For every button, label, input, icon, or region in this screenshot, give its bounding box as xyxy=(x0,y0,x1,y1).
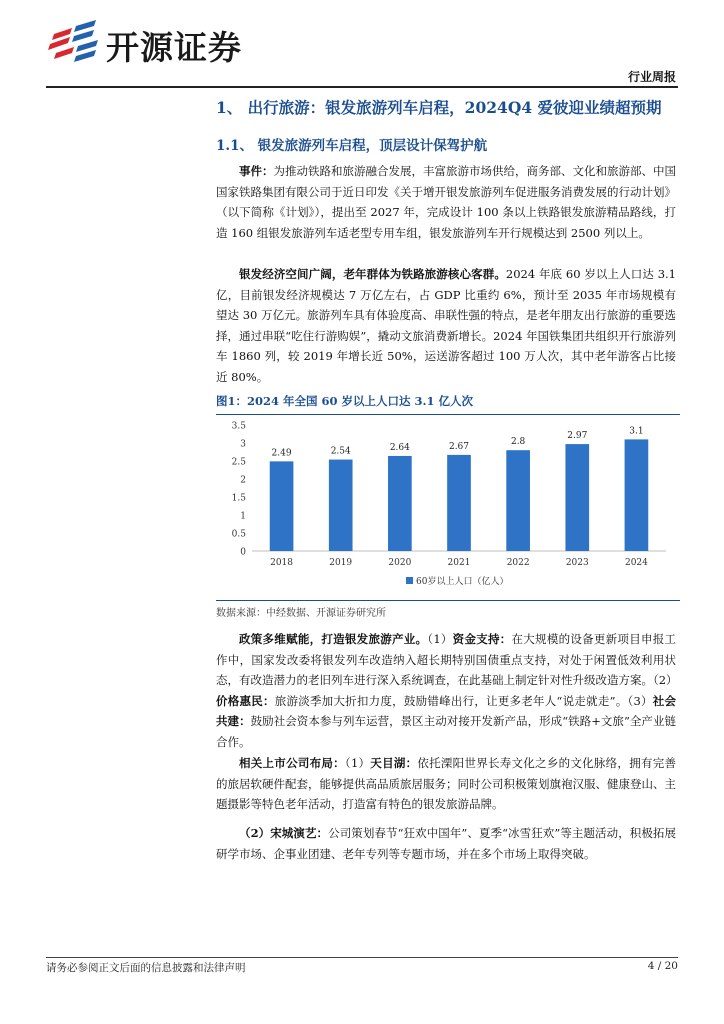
bar xyxy=(329,460,353,551)
bar-value-label: 2.64 xyxy=(389,442,410,453)
figure-source: 数据来源：中经数据、开源证券研究所 xyxy=(216,608,386,619)
legend-swatch xyxy=(406,577,413,584)
lead-text: 银发经济空间广阔，老年群体为铁路旅游核心客群。 xyxy=(239,267,506,281)
bar xyxy=(270,461,294,551)
body-text: 鼓励社会资本参与列车运营，景区主动对接开发新产品，形成“铁路+文旅”全产业链合作。 xyxy=(216,714,677,749)
bold-term: 资金支持： xyxy=(452,632,512,646)
bar xyxy=(565,444,589,551)
bar xyxy=(388,456,412,551)
y-tick-label: 3.5 xyxy=(231,421,246,432)
bar xyxy=(447,455,471,551)
x-tick-label: 2018 xyxy=(270,558,294,568)
lead-text: 事件： xyxy=(239,164,274,178)
section-tag: 行业周报 xyxy=(627,70,676,84)
body-text: 2024 年底 60 岁以上人口达 3.1 亿，目前银发经济规模达 7 万亿左右，占 GDP 比重约 6%，预计至 2035 年市场规模有望达 30 万亿元。旅游列车具有体验度高、串联性强的特点，是老年朋友出行旅游的重要选择，通过串联“吃住行游购娱”，撬动文旅消费新增长。2024 年国铁集团共组织开行旅游列车 1860 列，较 2019 年增长近 50%，运送游客超过 100 万人次，其中老年游客占比接近 80%。 xyxy=(216,267,676,384)
x-tick-label: 2024 xyxy=(624,558,648,568)
body-text: 旅游淡季加大折扣力度，鼓励错峰出行，让更多老年人“说走就走”。（3） xyxy=(274,693,653,708)
logo-text: 开源证券 xyxy=(106,28,242,67)
x-tick-label: 2022 xyxy=(506,558,530,568)
bar xyxy=(506,450,530,551)
x-tick-label: 2021 xyxy=(447,558,471,568)
header-divider xyxy=(46,86,678,88)
bar-value-label: 2.54 xyxy=(330,446,351,457)
bold-term: 价格惠民： xyxy=(216,693,275,708)
bold-term: 天目湖： xyxy=(370,756,418,770)
x-tick-label: 2020 xyxy=(388,558,412,568)
bar-value-label: 2.49 xyxy=(271,448,292,459)
x-tick-label: 2019 xyxy=(329,558,353,568)
y-tick-label: 1.5 xyxy=(231,493,246,504)
y-tick-label: 0.5 xyxy=(231,529,246,540)
body-text: （1） xyxy=(344,756,371,770)
y-tick-label: 3 xyxy=(240,439,246,450)
legend-label: 60岁以上人口（亿人） xyxy=(416,577,509,587)
bar xyxy=(625,439,649,551)
figure-title: 图1：2024 年全国 60 岁以上人口达 3.1 亿人次 xyxy=(216,394,474,408)
figure-bottom-rule xyxy=(216,600,680,601)
body-text: 依托溧阳世界长寿文化之乡的文化脉络，拥有完善的旅居软硬件配套，能够提供高品质旅居服务；同时公司积极策划旗袍汉服、健康登山、主题摄影等特色老年活动，打造富有特色的银发旅游品牌。 xyxy=(216,756,677,811)
footer-divider xyxy=(46,957,678,958)
bar-value-label: 2.8 xyxy=(510,437,526,448)
bold-term: （2）宋城演艺： xyxy=(239,826,329,840)
subsection-heading: 1.1、 银发旅游列车启程，顶层设计保驾护航 xyxy=(216,138,488,154)
body-text: 为推动铁路和旅游融合发展，丰富旅游市场供给，商务部、文化和旅游部、中国国家铁路集团有限公司于近日印发《关于增开银发旅游列车促进服务消费发展的行动计划》（以下简称《计划》），提出至 2027 年，完成设计 100 条以上铁路银发旅游精品路线，打造 160 组银发旅游列车适老型专用车组，银发旅游列车开行规模达到 2500 列以上。 xyxy=(216,164,676,240)
paragraph-policy xyxy=(216,629,676,752)
body-text: （1） xyxy=(427,632,453,646)
bar-value-label: 2.97 xyxy=(567,431,588,442)
bar-value-label: 2.67 xyxy=(448,441,470,452)
body-text: 公司策划春节“狂欢中国年”、夏季“冰雪狂欢”等主题活动，积极拓展研学市场、企事业团建、老年专列等专题市场，并在多个市场上取得突破。 xyxy=(216,826,676,861)
footer-disclaimer: 请务必参阅正文后面的信息披露和法律声明 xyxy=(46,962,246,974)
y-tick-label: 2 xyxy=(240,475,246,486)
y-tick-label: 1 xyxy=(240,511,246,522)
x-tick-label: 2023 xyxy=(565,558,589,568)
kaiyuan-logo-icon xyxy=(46,20,106,68)
population-bar-chart xyxy=(216,415,680,599)
bar-value-label: 3.1 xyxy=(629,426,644,437)
paragraph-companies xyxy=(216,753,676,815)
section-heading: 1、 出行旅游：银发旅游列车启程，2024Q4 爱彼迎业绩超预期 xyxy=(216,98,662,117)
lead-text: 相关上市公司布局： xyxy=(239,756,345,770)
bold-term: 社会共建： xyxy=(216,693,677,728)
paragraph-event xyxy=(216,161,676,243)
y-tick-label: 2.5 xyxy=(231,457,246,468)
page-number: 4 / 20 xyxy=(647,960,678,972)
paragraph-silver-economy xyxy=(216,264,676,387)
paragraph-songcheng xyxy=(216,823,676,864)
lead-text: 政策多维赋能，打造银发旅游产业。 xyxy=(239,632,428,646)
body-text: 在大规模的设备更新项目申报工作中，国家发改委将银发列车改造纳入超长期特别国债重点支持，对处于闲置低效利用状态，有改造潜力的老旧列车进行深入系统调查，在此基础上制定针对性升级改造方案。（2） xyxy=(216,632,678,687)
y-tick-label: 0 xyxy=(240,547,246,558)
